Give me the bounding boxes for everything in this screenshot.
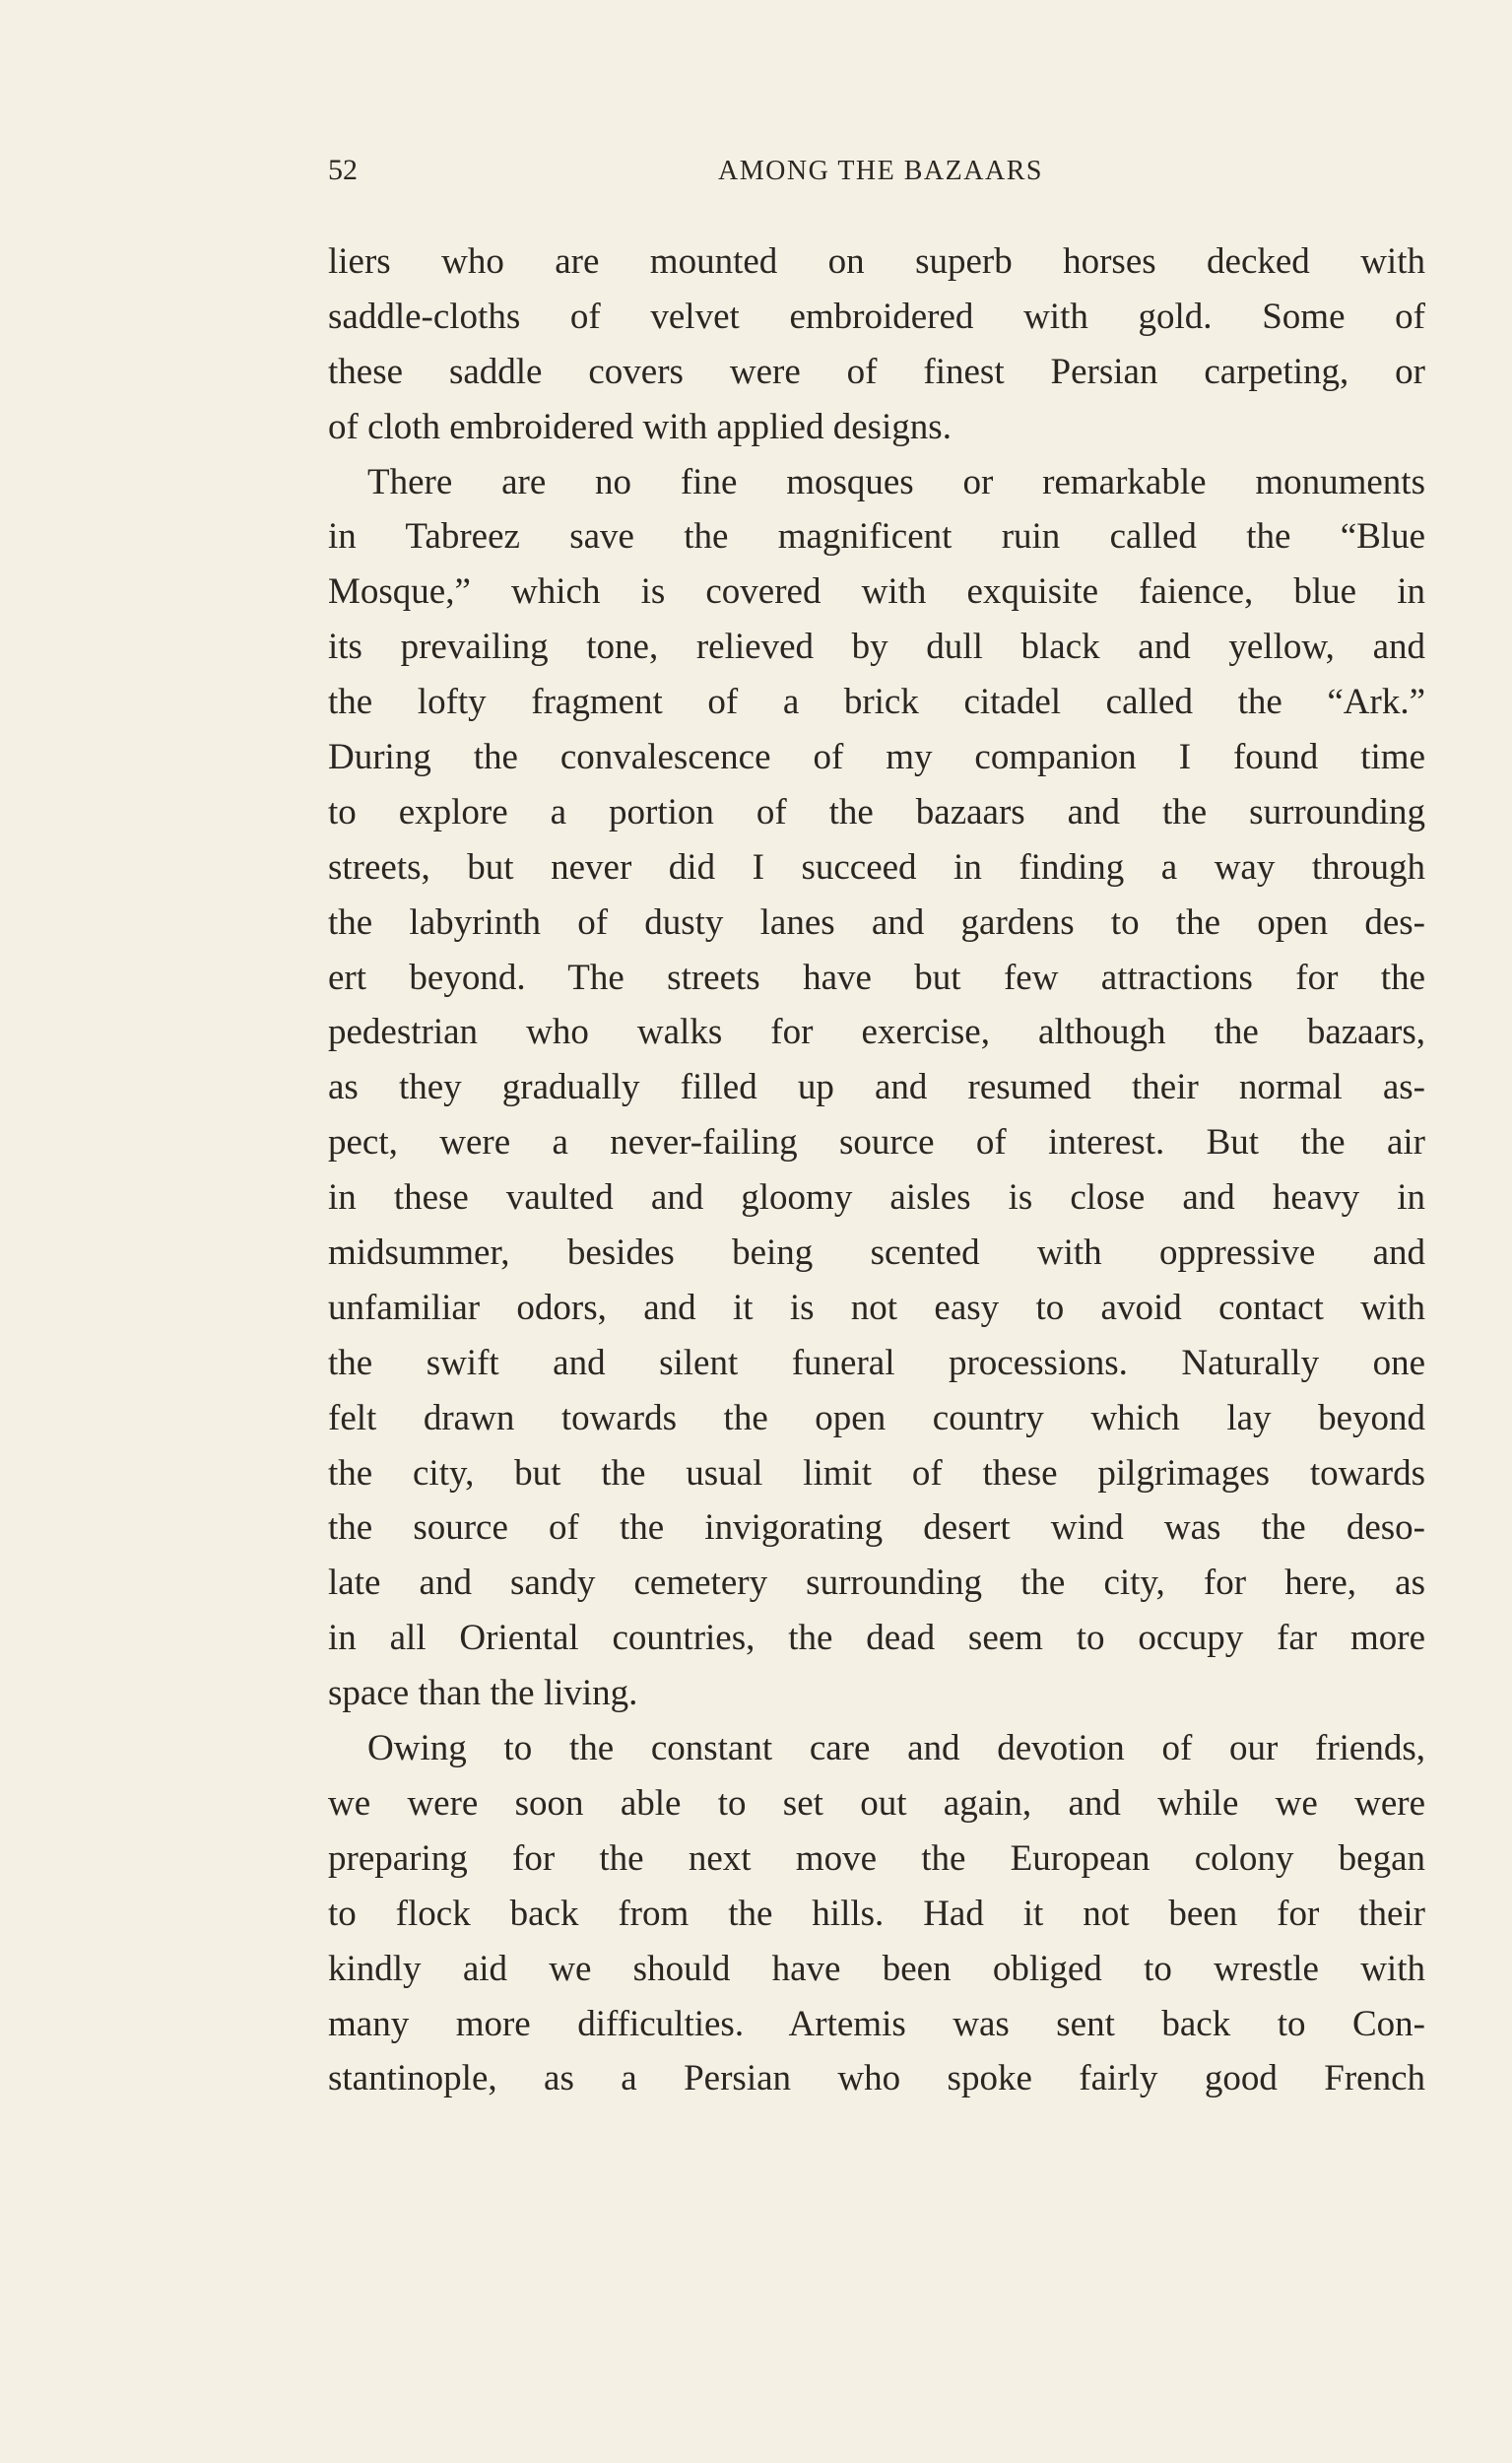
text-line: in these vaulted and gloomy aisles is close and heavy in <box>328 1177 1425 1219</box>
text-line: streets, but never did I succeed in finding a way through <box>328 846 1425 888</box>
text-line: the city, but the usual limit of these pilgrimages towards <box>328 1452 1425 1494</box>
text-line: we were soon able to set out again, and while we were <box>328 1782 1425 1824</box>
text-line: these saddle covers were of finest Persian carpeting, or <box>328 351 1425 392</box>
text-line: as they gradually filled up and resumed their normal as- <box>328 1067 1425 1108</box>
text-line: the labyrinth of dusty lanes and gardens to the open des- <box>328 901 1425 943</box>
text-line: midsummer, besides being scented with oppressive and <box>328 1232 1425 1274</box>
text-line: pect, were a never-failing source of interest. But the air <box>328 1122 1425 1164</box>
text-line: space than the living. <box>328 1673 638 1714</box>
text-line: pedestrian who walks for exercise, although the bazaars, <box>328 1012 1425 1053</box>
text-line: of cloth embroidered with applied designs. <box>328 406 952 447</box>
text-line: kindly aid we should have been obliged to wrestle with <box>328 1948 1425 1989</box>
text-line: late and sandy cemetery surrounding the city, for here, as <box>328 1563 1425 1604</box>
running-title: AMONG THE BAZAARS <box>718 156 1043 186</box>
text-line: unfamiliar odors, and it is not easy to avoid contact with <box>328 1287 1425 1328</box>
text-line: many more difficulties. Artemis was sent back to Con- <box>328 2003 1425 2044</box>
text-line: the swift and silent funeral processions. Naturally one <box>328 1342 1425 1383</box>
text-line: its prevailing tone, relieved by dull black and yellow, and <box>328 627 1425 668</box>
text-line: liers who are mounted on superb horses decked with <box>328 241 1425 282</box>
body-text <box>328 234 1425 2106</box>
text-line: saddle-cloths of velvet embroidered with gold. Some of <box>328 296 1425 337</box>
text-line: to flock back from the hills. Had it not been for their <box>328 1893 1425 1934</box>
text-line: Mosque,” which is covered with exquisite faience, blue in <box>328 571 1425 613</box>
text-line: Owing to the constant care and devotion of our friends, <box>367 1728 1425 1769</box>
page-number: 52 <box>328 154 358 186</box>
text-line: in Tabreez save the magnificent ruin called the “Blue <box>328 516 1425 558</box>
text-line: preparing for the next move the European colony began <box>328 1837 1425 1879</box>
text-line: to explore a portion of the bazaars and the surrounding <box>328 791 1425 832</box>
text-line: ert beyond. The streets have but few attractions for the <box>328 957 1425 998</box>
text-line: There are no fine mosques or remarkable monuments <box>367 461 1425 502</box>
text-line: During the convalescence of my companion I found time <box>328 737 1425 778</box>
text-line: stantinople, as a Persian who spoke fairly good French <box>328 2058 1425 2099</box>
text-line: felt drawn towards the open country which lay beyond <box>328 1397 1425 1438</box>
text-line: the source of the invigorating desert wind was the deso- <box>328 1507 1425 1549</box>
text-line: in all Oriental countries, the dead seem to occupy far more <box>328 1618 1425 1659</box>
text-line: the lofty fragment of a brick citadel called the “Ark.” <box>328 682 1425 723</box>
